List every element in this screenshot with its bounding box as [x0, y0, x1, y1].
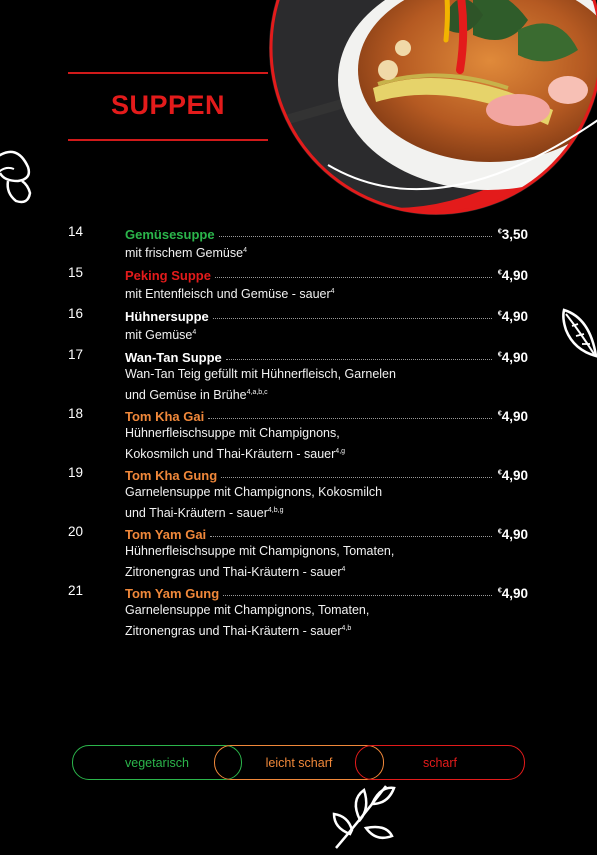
currency-symbol: €: [497, 269, 502, 277]
allergen-codes: 4: [192, 329, 197, 336]
menu-item: [68, 406, 528, 463]
price-value: 4,90: [501, 468, 528, 483]
item-name: Hühnersuppe: [125, 309, 209, 324]
item-name: Tom Kha Gung: [125, 468, 218, 483]
currency-symbol: €: [497, 310, 502, 318]
currency-symbol: €: [497, 587, 502, 595]
dot-leader: [226, 359, 492, 360]
allergen-codes: 4,b,g: [267, 506, 284, 514]
price-value: 3,50: [501, 227, 528, 242]
menu-item: [68, 265, 528, 304]
item-price: [498, 268, 528, 283]
item-number: 14: [68, 224, 84, 239]
description-text: Garnelensuppe mit Champignons, Kokosmilch und Thai-Kräutern - sauer: [125, 485, 383, 520]
dot-leader: [219, 236, 492, 237]
legend-vegetarian: vegetarisch: [72, 745, 242, 780]
mushroom-outline-icon: [0, 145, 37, 212]
allergen-codes: 4: [330, 288, 335, 295]
description-text: Hühnerfleischsuppe mit Champignons, Kokosmilch und Thai-Kräutern - sauer: [125, 426, 340, 461]
description-text: mit frischem Gemüse: [125, 246, 244, 261]
price-value: 4,90: [501, 586, 528, 601]
currency-symbol: €: [497, 351, 502, 359]
dot-leader: [223, 595, 492, 596]
allergen-codes: 4,a,b,c: [246, 388, 268, 396]
price-value: 4,90: [501, 268, 528, 283]
item-description: [125, 542, 528, 581]
item-number: 21: [68, 583, 84, 598]
item-price: [498, 527, 528, 542]
item-price: [498, 227, 528, 242]
title-rule-bottom: [68, 139, 268, 141]
item-description: [125, 601, 528, 640]
menu-item: [68, 583, 528, 640]
currency-symbol: €: [497, 228, 502, 236]
legend-mild-spicy: leicht scharf: [214, 745, 384, 780]
item-description: [125, 324, 528, 345]
item-name: Wan-Tan Suppe: [125, 350, 222, 365]
price-value: 4,90: [501, 350, 528, 365]
price-value: 4,90: [501, 527, 528, 542]
item-number: 17: [68, 347, 84, 362]
item-number: 16: [68, 306, 84, 321]
item-price: [498, 350, 528, 365]
price-value: 4,90: [501, 309, 528, 324]
item-price: [498, 309, 528, 324]
soup-bowl-photo: [268, 0, 597, 215]
menu-item: [68, 524, 528, 581]
item-name: Tom Yam Gai: [125, 527, 207, 542]
item-description: [125, 283, 528, 304]
legend-spicy: scharf: [355, 745, 525, 780]
description-text: mit Entenfleisch und Gemüse - sauer: [125, 287, 331, 302]
item-name: Tom Yam Gung: [125, 586, 220, 601]
item-name: Peking Suppe: [125, 268, 211, 283]
item-description: [125, 242, 528, 263]
title-rule-top: [68, 72, 268, 74]
item-number: 18: [68, 406, 84, 421]
item-price: [498, 586, 528, 601]
item-price: [498, 468, 528, 483]
description-text: mit Gemüse: [125, 328, 193, 343]
allergen-codes: 4: [243, 247, 247, 254]
item-description: [125, 424, 528, 463]
item-number: 15: [68, 265, 84, 280]
currency-symbol: €: [497, 410, 502, 418]
description-text: Hühnerfleischsuppe mit Champignons, Tomaten, Zitronengras und Thai-Kräutern - sauer: [125, 544, 395, 579]
item-description: [125, 483, 528, 522]
item-number: 19: [68, 465, 84, 480]
currency-symbol: €: [497, 469, 502, 477]
section-title: SUPPEN: [110, 90, 226, 120]
dot-leader: [210, 536, 492, 537]
dot-leader: [213, 318, 492, 319]
price-value: 4,90: [501, 409, 528, 424]
item-price: [498, 409, 528, 424]
menu-item: [68, 465, 528, 522]
menu-item: [68, 347, 528, 404]
item-name: Tom Kha Gai: [125, 409, 205, 424]
allergen-codes: 4,b: [341, 624, 352, 632]
dot-leader: [221, 477, 492, 478]
item-number: 20: [68, 524, 84, 539]
allergen-codes: 4,g: [335, 447, 346, 455]
allergen-codes: 4: [341, 565, 346, 573]
menu-item: [68, 306, 528, 345]
currency-symbol: €: [497, 528, 502, 536]
dot-leader: [208, 418, 492, 419]
dot-leader: [215, 277, 492, 278]
leaf-outline-icon: [560, 306, 597, 367]
item-description: [125, 365, 528, 404]
menu-item: [68, 224, 528, 263]
description-text: Garnelensuppe mit Champignons, Tomaten, Zitronengras und Thai-Kräutern - sauer: [125, 603, 370, 638]
item-name: Gemüsesuppe: [125, 227, 215, 242]
description-text: Wan-Tan Teig gefüllt mit Hühnerfleisch, Garnelen und Gemüse in Brühe: [125, 367, 396, 402]
